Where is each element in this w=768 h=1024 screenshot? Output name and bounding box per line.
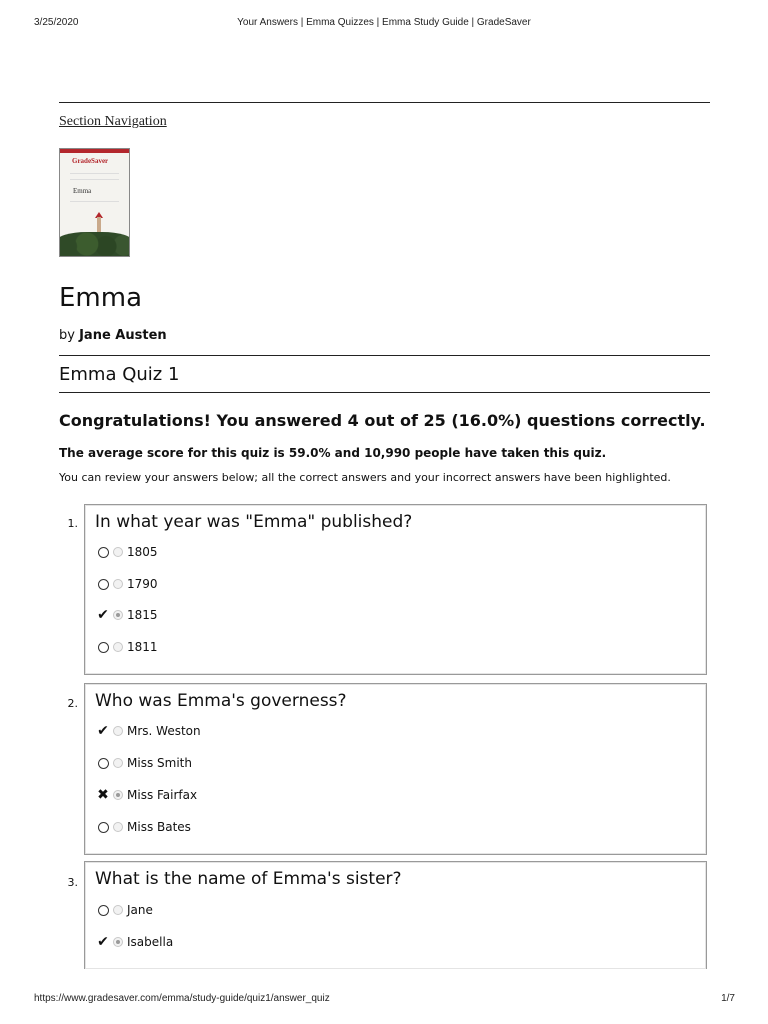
radio-button[interactable] bbox=[113, 726, 123, 736]
answer-label: Isabella bbox=[127, 935, 174, 949]
byline bbox=[59, 328, 167, 343]
byline-by: by bbox=[59, 328, 75, 343]
checkmark-icon: ✔ bbox=[97, 723, 109, 739]
answer-label: 1790 bbox=[127, 577, 158, 591]
radio-button[interactable] bbox=[113, 610, 123, 620]
answer-option[interactable] bbox=[95, 575, 158, 593]
section-navigation-link[interactable]: Section Navigation bbox=[59, 114, 167, 129]
answer-label: Mrs. Weston bbox=[127, 724, 201, 738]
title-divider-bottom bbox=[59, 392, 710, 393]
question-number: 3. bbox=[67, 876, 78, 889]
answer-option[interactable] bbox=[95, 638, 158, 656]
answer-option[interactable] bbox=[95, 543, 158, 561]
radio-button[interactable] bbox=[113, 579, 123, 589]
print-header bbox=[0, 17, 768, 31]
radio-button[interactable] bbox=[113, 547, 123, 557]
cover-trees bbox=[59, 232, 130, 256]
cover-rule bbox=[70, 179, 119, 180]
answer-option[interactable] bbox=[95, 722, 201, 740]
question-card bbox=[84, 861, 707, 969]
question-text: In what year was "Emma" published? bbox=[95, 512, 413, 532]
radio-button[interactable] bbox=[113, 758, 123, 768]
print-page-title: Your Answers | Emma Quizzes | Emma Study Guide | GradeSaver bbox=[237, 17, 531, 28]
average-score-text: The average score for this quiz is 59.0% and 10,990 people have taken this quiz. bbox=[59, 446, 607, 460]
answer-option[interactable] bbox=[95, 901, 153, 919]
answer-label: Jane bbox=[127, 903, 153, 917]
score-message: Congratulations! You answered 4 out of 25 (16.0%) questions correctly. bbox=[59, 411, 706, 430]
question-number: 2. bbox=[67, 697, 78, 710]
radio-button[interactable] bbox=[113, 642, 123, 652]
checkmark-icon: ✔ bbox=[97, 934, 109, 950]
unanswered-circle-icon bbox=[95, 577, 111, 591]
answer-option[interactable] bbox=[95, 606, 158, 624]
radio-button[interactable] bbox=[113, 790, 123, 800]
unanswered-circle-icon bbox=[95, 756, 111, 770]
answer-option[interactable] bbox=[95, 933, 173, 951]
cross-icon: ✖ bbox=[97, 787, 109, 803]
review-note: You can review your answers below; all the correct answers and your incorrect answers have been highlighted. bbox=[59, 471, 671, 484]
author-link[interactable]: Jane Austen bbox=[79, 328, 167, 343]
answer-option[interactable] bbox=[95, 754, 192, 772]
question-text: Who was Emma's governess? bbox=[95, 691, 347, 711]
cover-rule bbox=[70, 173, 119, 174]
cover-rule bbox=[70, 201, 119, 202]
print-url: https://www.gradesaver.com/emma/study-guide/quiz1/answer_quiz bbox=[34, 993, 330, 1004]
cover-title: Emma bbox=[73, 187, 92, 195]
print-page-number: 1/7 bbox=[721, 993, 735, 1004]
print-date: 3/25/2020 bbox=[34, 17, 79, 28]
answer-label: 1811 bbox=[127, 640, 158, 654]
book-cover-image[interactable] bbox=[59, 148, 130, 257]
answer-label: 1805 bbox=[127, 545, 158, 559]
radio-button[interactable] bbox=[113, 905, 123, 915]
answer-label: Miss Fairfax bbox=[127, 788, 198, 802]
question-text: What is the name of Emma's sister? bbox=[95, 869, 402, 889]
radio-button[interactable] bbox=[113, 937, 123, 947]
question-card bbox=[84, 504, 707, 675]
checkmark-icon: ✔ bbox=[97, 607, 109, 623]
cover-brand-logo: GradeSaver bbox=[72, 157, 109, 165]
top-divider bbox=[59, 102, 710, 103]
answer-option[interactable] bbox=[95, 818, 191, 836]
cover-top-band bbox=[60, 149, 129, 153]
print-footer bbox=[0, 993, 768, 1007]
unanswered-circle-icon bbox=[95, 903, 111, 917]
question-card bbox=[84, 683, 707, 855]
answer-label: Miss Bates bbox=[127, 820, 191, 834]
radio-button[interactable] bbox=[113, 822, 123, 832]
unanswered-circle-icon bbox=[95, 640, 111, 654]
answer-label: Miss Smith bbox=[127, 756, 192, 770]
title-divider-top bbox=[59, 355, 710, 356]
quiz-title: Emma Quiz 1 bbox=[59, 364, 180, 385]
unanswered-circle-icon bbox=[95, 545, 111, 559]
answer-option[interactable] bbox=[95, 786, 197, 804]
question-number: 1. bbox=[67, 517, 78, 530]
answer-label: 1815 bbox=[127, 608, 158, 622]
unanswered-circle-icon bbox=[95, 820, 111, 834]
book-title: Emma bbox=[59, 283, 143, 313]
